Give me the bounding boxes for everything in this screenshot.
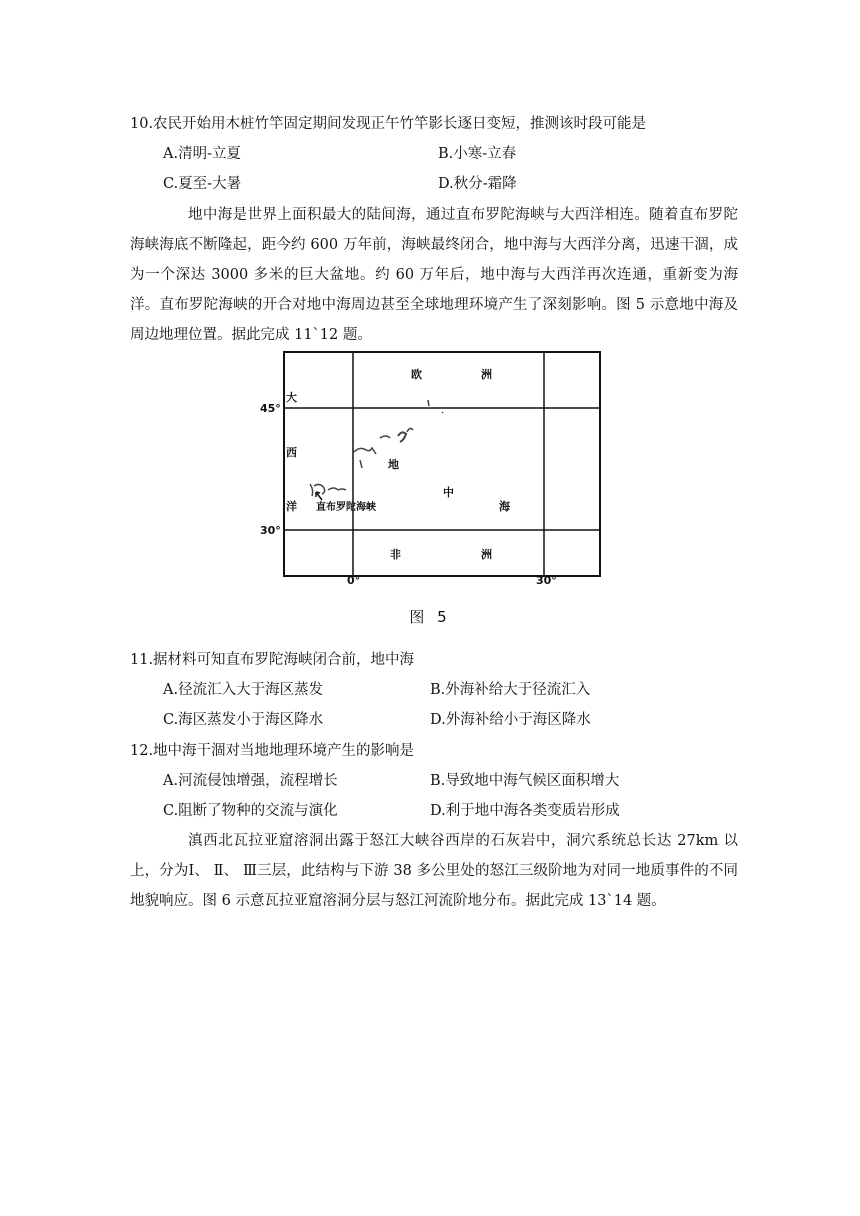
q10-stem: 10.农民开始用木桩竹竿固定期间发现正午竹竿影长逐日变短，推测该时段可能是 [130, 116, 647, 132]
q10-option-c: C.夏至-大暑 [163, 176, 242, 192]
passage-karst-cave [130, 826, 738, 916]
coast-mark [360, 460, 362, 468]
map-svg [250, 350, 610, 590]
label-africa-1: 非 [390, 548, 401, 561]
q11-option-c: C.海区蒸发小于海区降水 [163, 712, 324, 728]
q12-option-c: C.阻断了物种的交流与演化 [163, 803, 338, 819]
island-mark [407, 428, 413, 432]
q12-option-b: B.导致地中海气候区面积增大 [430, 773, 620, 789]
q11-option-d: D.外海补给小于海区降水 [430, 712, 591, 728]
label-med-2: 中 [443, 486, 454, 499]
label-africa-2: 洲 [481, 548, 492, 561]
island-mark [428, 400, 429, 406]
map-frame [284, 352, 600, 576]
label-lat-30: 30° [260, 524, 281, 537]
figure-5-map [250, 350, 610, 590]
q10-option-d: D.秋分-霜降 [438, 176, 517, 192]
label-lon-0: 0° [347, 574, 361, 587]
q10-option-a: A.清明-立夏 [163, 146, 241, 162]
label-atlantic-2: 西 [286, 446, 297, 459]
label-europe-1: 欧 [411, 368, 422, 381]
label-med-1: 地 [388, 458, 399, 471]
island-mark [398, 432, 406, 442]
figure-5-caption: 图 5 [409, 608, 451, 626]
coast-mark [354, 448, 376, 454]
q11-stem: 11.据材料可知直布罗陀海峡闭合前，地中海 [130, 652, 415, 668]
label-atlantic-1: 大 [286, 391, 297, 404]
label-lon-30: 30° [536, 574, 557, 587]
passage-mediterranean [130, 200, 738, 350]
island-mark [380, 436, 390, 438]
q12-option-a: A.河流侵蚀增强，流程增长 [163, 773, 338, 789]
island-mark [442, 412, 443, 413]
passage-karst-cave-text: 滇西北瓦拉亚窟溶洞出露于怒江大峡谷西岸的石灰岩中，洞穴系统总长达 27km 以上，分为Ⅰ、 Ⅱ、 Ⅲ三层，此结构与下游 38 多公里处的怒江三级阶地为对同一地质事件的不同地貌响应。图 6 示意瓦拉亚窟溶洞分层与怒江河流阶地分布。据此完成 13`14 题。 [130, 833, 738, 909]
q11-option-a: A.径流汇入大于海区蒸发 [163, 682, 324, 698]
label-europe-2: 洲 [481, 368, 492, 381]
q12-stem: 12.地中海干涸对当地地理环境产生的影响是 [130, 743, 415, 759]
label-lat-45: 45° [260, 402, 281, 415]
label-atlantic-3: 洋 [286, 500, 297, 513]
label-med-3: 海 [499, 500, 510, 513]
q10-option-b: B.小寒-立春 [438, 146, 517, 162]
q12-option-d: D.利于地中海各类变质岩形成 [430, 803, 620, 819]
strait-arrow [316, 492, 322, 500]
q11-option-b: B.外海补给大于径流汇入 [430, 682, 591, 698]
label-strait: 直布罗陀海峡 [316, 502, 376, 513]
passage-mediterranean-text: 地中海是世界上面积最大的陆间海，通过直布罗陀海峡与大西洋相连。随着直布罗陀海峡海底不断隆起，距今约 600 万年前，海峡最终闭合，地中海与大西洋分离，迅速干涸，成为一个深达 3000 多米的巨大盆地。约 60 万年后，地中海与大西洋再次连通，重新变为海洋。直布罗陀海峡的开合对地中海周边甚至全球地理环境产生了深刻影响。图 5 示意地中海及周边地理位置。据此完成 11`12 题。 [130, 207, 738, 343]
